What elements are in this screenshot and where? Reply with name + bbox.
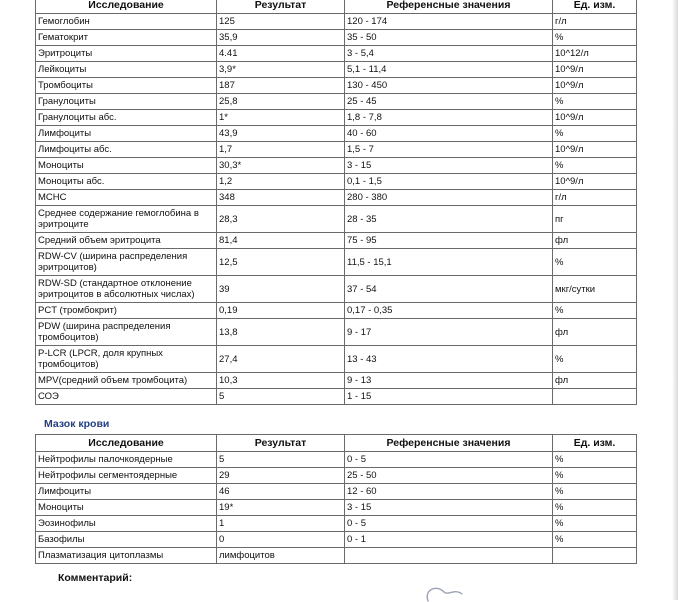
table-row (36, 303, 637, 319)
test-result: 348 (217, 190, 345, 206)
test-unit (553, 548, 637, 564)
table-row (36, 548, 637, 564)
test-unit: пг (553, 206, 637, 233)
test-name: Лимфоциты (36, 484, 217, 500)
test-name: Лейкоциты (36, 62, 217, 78)
test-reference: 12 - 60 (345, 484, 553, 500)
test-unit: 10^9/л (553, 142, 637, 158)
test-unit: % (553, 516, 637, 532)
test-name: Гемоглобин (36, 14, 217, 30)
table-row (36, 346, 637, 373)
test-unit: фл (553, 373, 637, 389)
test-reference: 3 - 5,4 (345, 46, 553, 62)
header-unit: Ед. изм. (553, 0, 637, 14)
test-reference: 1 - 15 (345, 389, 553, 405)
smear-section-title: Мазок крови (44, 418, 110, 430)
test-result: 5 (217, 452, 345, 468)
test-unit: % (553, 500, 637, 516)
table-row (36, 174, 637, 190)
test-name: СОЭ (36, 389, 217, 405)
table-row (36, 206, 637, 233)
test-result: 46 (217, 484, 345, 500)
test-result: 3,9* (217, 62, 345, 78)
test-name: Моноциты (36, 158, 217, 174)
test-result: 29 (217, 468, 345, 484)
test-name: Тромбоциты (36, 78, 217, 94)
test-unit: % (553, 158, 637, 174)
test-unit: % (553, 346, 637, 373)
test-name: Лимфоциты абс. (36, 142, 217, 158)
test-result: лимфоцитов (217, 548, 345, 564)
header-result: Результат (217, 435, 345, 452)
test-result: 35,9 (217, 30, 345, 46)
table-row (36, 532, 637, 548)
test-name: Нейтрофилы сегментоядерные (36, 468, 217, 484)
test-result: 0 (217, 532, 345, 548)
test-reference: 9 - 13 (345, 373, 553, 389)
test-unit: 10^12/л (553, 46, 637, 62)
test-result: 39 (217, 276, 345, 303)
test-reference: 0 - 1 (345, 532, 553, 548)
test-reference: 3 - 15 (345, 500, 553, 516)
test-reference: 5,1 - 11,4 (345, 62, 553, 78)
test-name: Нейтрофилы палочкоядерные (36, 452, 217, 468)
test-result: 125 (217, 14, 345, 30)
test-unit: г/л (553, 14, 637, 30)
comment-label: Комментарий: (58, 572, 133, 584)
test-name: Базофилы (36, 532, 217, 548)
test-result: 1,2 (217, 174, 345, 190)
test-result: 1* (217, 110, 345, 126)
test-reference: 130 - 450 (345, 78, 553, 94)
test-reference: 0 - 5 (345, 452, 553, 468)
test-reference: 0 - 5 (345, 516, 553, 532)
test-name: MPV(средний объем тромбоцита) (36, 373, 217, 389)
test-unit: % (553, 30, 637, 46)
test-result: 30,3* (217, 158, 345, 174)
test-reference: 3 - 15 (345, 158, 553, 174)
table-row (36, 319, 637, 346)
table-row (36, 142, 637, 158)
test-result: 25,8 (217, 94, 345, 110)
test-result: 5 (217, 389, 345, 405)
table-row (36, 389, 637, 405)
test-result: 13,8 (217, 319, 345, 346)
header-reference: Референсные значения (345, 435, 553, 452)
table-row (36, 78, 637, 94)
test-reference: 25 - 50 (345, 468, 553, 484)
test-result: 43,9 (217, 126, 345, 142)
test-unit: % (553, 249, 637, 276)
test-reference (345, 548, 553, 564)
test-name: Средний объем эритроцита (36, 233, 217, 249)
header-unit: Ед. изм. (553, 435, 637, 452)
test-unit: % (553, 532, 637, 548)
header-result: Результат (217, 0, 345, 14)
table-row (36, 30, 637, 46)
test-unit: 10^9/л (553, 174, 637, 190)
blood-test-table (35, 0, 637, 405)
test-reference: 1,8 - 7,8 (345, 110, 553, 126)
test-result: 1,7 (217, 142, 345, 158)
test-reference: 40 - 60 (345, 126, 553, 142)
test-name: Среднее содержание гемоглобина в эритроците (36, 206, 217, 233)
test-name: RDW-CV (ширина распределения эритроцитов) (36, 249, 217, 276)
page-edge-shadow (672, 0, 678, 600)
signature-scribble (414, 582, 474, 602)
test-unit: фл (553, 319, 637, 346)
test-name: Гранулоциты (36, 94, 217, 110)
test-result: 0,19 (217, 303, 345, 319)
table-row (36, 468, 637, 484)
table-row (36, 190, 637, 206)
test-result: 81,4 (217, 233, 345, 249)
table-row (36, 62, 637, 78)
test-name: Эритроциты (36, 46, 217, 62)
test-reference: 120 - 174 (345, 14, 553, 30)
table-header-row (36, 435, 637, 452)
table-row (36, 110, 637, 126)
test-reference: 13 - 43 (345, 346, 553, 373)
table-row (36, 94, 637, 110)
table-row (36, 276, 637, 303)
header-test: Исследование (36, 435, 217, 452)
test-reference: 11,5 - 15,1 (345, 249, 553, 276)
test-result: 19* (217, 500, 345, 516)
test-unit: 10^9/л (553, 78, 637, 94)
table-row (36, 452, 637, 468)
test-unit: % (553, 94, 637, 110)
test-reference: 37 - 54 (345, 276, 553, 303)
table-row (36, 126, 637, 142)
test-reference: 9 - 17 (345, 319, 553, 346)
blood-smear-table (35, 434, 637, 564)
test-name: Моноциты абс. (36, 174, 217, 190)
test-result: 10,3 (217, 373, 345, 389)
test-reference: 0,1 - 1,5 (345, 174, 553, 190)
test-name: Гранулоциты абс. (36, 110, 217, 126)
test-name: RDW-SD (стандартное отклонение эритроцитов в абсолютных числах) (36, 276, 217, 303)
test-reference: 0,17 - 0,35 (345, 303, 553, 319)
table-row (36, 233, 637, 249)
test-result: 1 (217, 516, 345, 532)
test-unit: фл (553, 233, 637, 249)
table-row (36, 46, 637, 62)
test-reference: 28 - 35 (345, 206, 553, 233)
test-name: Лимфоциты (36, 126, 217, 142)
test-name: Гематокрит (36, 30, 217, 46)
test-result: 27,4 (217, 346, 345, 373)
test-name: Эозинофилы (36, 516, 217, 532)
table-row (36, 373, 637, 389)
test-result: 12,5 (217, 249, 345, 276)
test-unit: 10^9/л (553, 62, 637, 78)
test-name: Плазматизация цитоплазмы (36, 548, 217, 564)
test-reference: 25 - 45 (345, 94, 553, 110)
header-reference: Референсные значения (345, 0, 553, 14)
test-unit: % (553, 468, 637, 484)
table-row (36, 500, 637, 516)
test-name: P-LCR (LPCR, доля крупных тромбоцитов) (36, 346, 217, 373)
table-row (36, 484, 637, 500)
test-reference: 1,5 - 7 (345, 142, 553, 158)
test-result: 28,3 (217, 206, 345, 233)
test-unit: % (553, 452, 637, 468)
table-header-row (36, 0, 637, 14)
test-unit: % (553, 126, 637, 142)
test-unit: 10^9/л (553, 110, 637, 126)
table-row (36, 14, 637, 30)
test-result: 4.41 (217, 46, 345, 62)
test-unit: мкг/сутки (553, 276, 637, 303)
table-row (36, 249, 637, 276)
test-unit: г/л (553, 190, 637, 206)
test-name: Моноциты (36, 500, 217, 516)
test-unit: % (553, 303, 637, 319)
test-name: PCT (тромбокрит) (36, 303, 217, 319)
test-unit: % (553, 484, 637, 500)
test-unit (553, 389, 637, 405)
header-test: Исследование (36, 0, 217, 14)
test-result: 187 (217, 78, 345, 94)
table-row (36, 158, 637, 174)
test-name: PDW (ширина распределения тромбоцитов) (36, 319, 217, 346)
test-reference: 75 - 95 (345, 233, 553, 249)
table-row (36, 516, 637, 532)
test-reference: 280 - 380 (345, 190, 553, 206)
test-name: MCHC (36, 190, 217, 206)
test-reference: 35 - 50 (345, 30, 553, 46)
